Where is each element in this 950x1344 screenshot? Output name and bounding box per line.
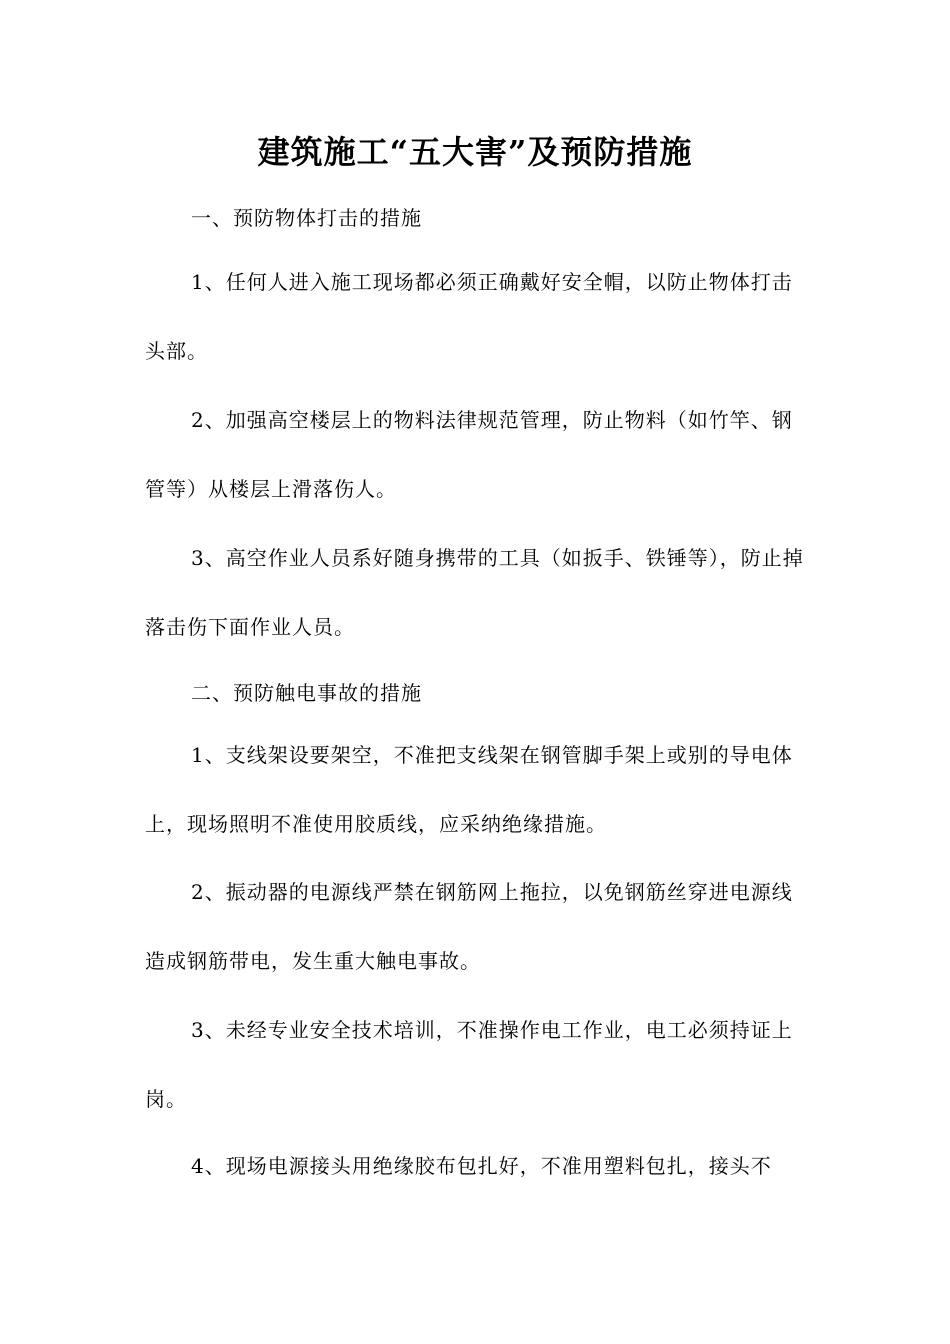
section-heading-1: 一、预防物体打击的措施 — [191, 206, 422, 230]
document-title: 建筑施工“五大害”及预防措施 — [257, 133, 693, 171]
paragraph-2-4: 4、现场电源接头用绝缘胶布包扎好，不准用塑料包扎，接头不 — [191, 1154, 772, 1178]
section-heading-2: 二、预防触电事故的措施 — [191, 681, 422, 705]
paragraph-1-1: 1、任何人进入施工现场都必须正确戴好安全帽，以防止物体打击头部。 — [145, 270, 793, 363]
paragraph-2-3: 3、未经专业安全技术培训，不准操作电工作业，电工必须持证上岗。 — [145, 1018, 793, 1111]
paragraph-2-1: 1、支线架设要架空，不准把支线架在钢管脚手架上或别的导电体上，现场照明不准使用胶质线，应采纳绝缘措施。 — [145, 743, 793, 836]
paragraph-1-3: 3、高空作业人员系好随身携带的工具（如扳手、铁锤等），防止掉落击伤下面作业人员。 — [145, 546, 804, 639]
paragraph-2-2: 2、振动器的电源线严禁在钢筋网上拖拉，以免钢筋丝穿进电源线造成钢筋带电，发生重大触电事故。 — [145, 880, 793, 973]
paragraph-1-2: 2、加强高空楼层上的物料法律规范管理，防止物料（如竹竿、钢管等）从楼层上滑落伤人。 — [145, 408, 793, 501]
